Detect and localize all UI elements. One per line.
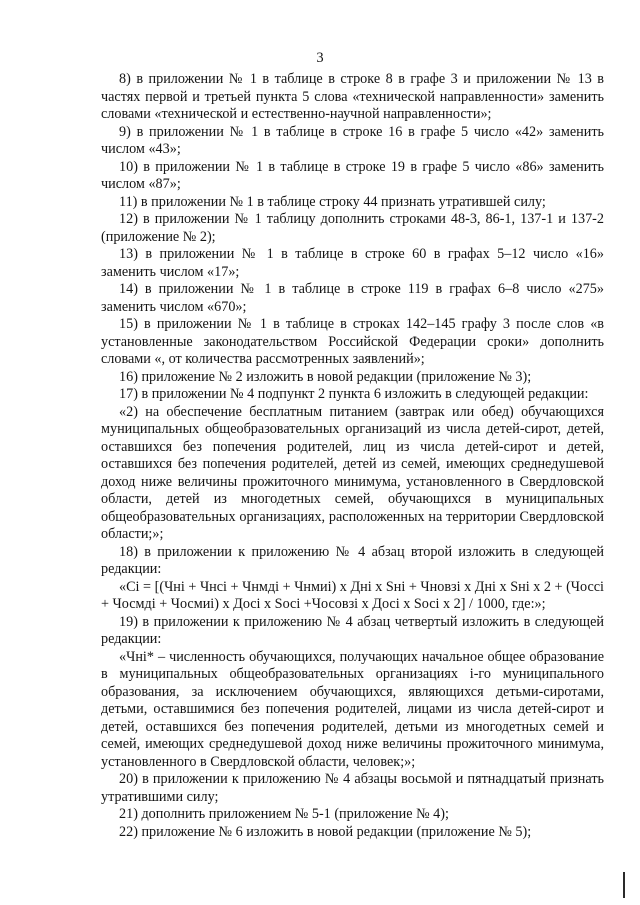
page-number: 3 (316, 50, 324, 66)
margin-mark (623, 872, 625, 898)
item-17: 17) в приложении № 4 подпункт 2 пункта 6 изложить в следующей редакции: (119, 386, 589, 402)
item-15: 15) в приложении № 1 в таблице в строках 142–145 графу 3 после слов «в установленные законодательством Российской Федерации сроки» дополнить словами «, от количества рассмотренных заявлений»; (101, 316, 604, 367)
item-11: 11) в приложении № 1 в таблице строку 44 признать утратившей силу; (119, 193, 546, 210)
item-19-quote: «Чнi* – численность обучающихся, получающих начальное общее образование в муниципальных общеобразовательных организациях i-го муниципального образования, за исключением обучающихся, являющихся детьми-сиротами, детьми, оставшимися без попечения родителей, лицами из числа детей-сирот и детей, оставшихся без попечения родителей, детьми из многодетных семей и семей, имеющих среднедушевой доход ниже величины прожиточного минимума, установленного в Свердловской области, человек;»; (101, 648, 604, 770)
item-19: 19) в приложении к приложению № 4 абзац четвертый изложить в следующей редакции: (101, 613, 604, 647)
item-17-quote: «2) на обеспечение бесплатным питанием (завтрак или обед) обучающихся муниципальных общеобразовательных организаций из числа детей-сирот, детей, оставшихся без попечения родителей, лиц из числа детей-сирот и детей, оставшихся без попечения родителей, детей из семей, имеющих среднедушевой доход ниже величины прожиточного минимума, установленного в Свердловской области, детей из многодетных семей, обучающихся в муниципальных общеобразовательных организациях, расположенных на территории Свердловской области;»; (101, 403, 604, 542)
item-14: 14) в приложении № 1 в таблице в строке 119 в графах 6–8 число «275» заменить числом «670»; (101, 281, 604, 315)
item-8: 8) в приложении № 1 в таблице в строке 8 в графе 3 и приложении № 13 в частях первой и третьей пункта 5 слова «технической направленности» заменить словами «технической и естественно-научной направленности»; (101, 71, 604, 122)
document-body (101, 71, 604, 841)
item-21: 21) дополнить приложением № 5-1 (приложение № 4); (119, 806, 449, 822)
item-20: 20) в приложении к приложению № 4 абзацы восьмой и пятнадцатый признать утратившими силу; (101, 771, 604, 805)
item-16: 16) приложение № 2 изложить в новой редакции (приложение № 3); (119, 368, 532, 385)
item-18: 18) в приложении к приложению № 4 абзац второй изложить в следующей редакции: (101, 543, 604, 577)
item-10: 10) в приложении № 1 в таблице в строке 19 в графе 5 число «86» заменить числом «87»; (101, 158, 604, 192)
item-12: 12) в приложении № 1 таблицу дополнить строками 48-3, 86-1, 137-1 и 137-2 (приложение № 2); (101, 211, 604, 245)
item-22: 22) приложение № 6 изложить в новой редакции (приложение № 5); (119, 823, 532, 840)
item-18-formula: «Сi = [(Чнi + Чнсi + Чнмдi + Чнмиi) x Днi x Sнi + Чновзi x Днi x Sнi x 2 + (Чосci + Чосмдi + Чосмиi) x Досi x Sосi +Чосовзi x Досi x Sосi x 2] / 1000, где:»; (101, 578, 604, 612)
item-9: 9) в приложении № 1 в таблице в строке 16 в графе 5 число «42» заменить числом «43»; (101, 123, 604, 157)
item-13: 13) в приложении № 1 в таблице в строке 60 в графах 5–12 число «16» заменить числом «17»; (101, 246, 604, 280)
